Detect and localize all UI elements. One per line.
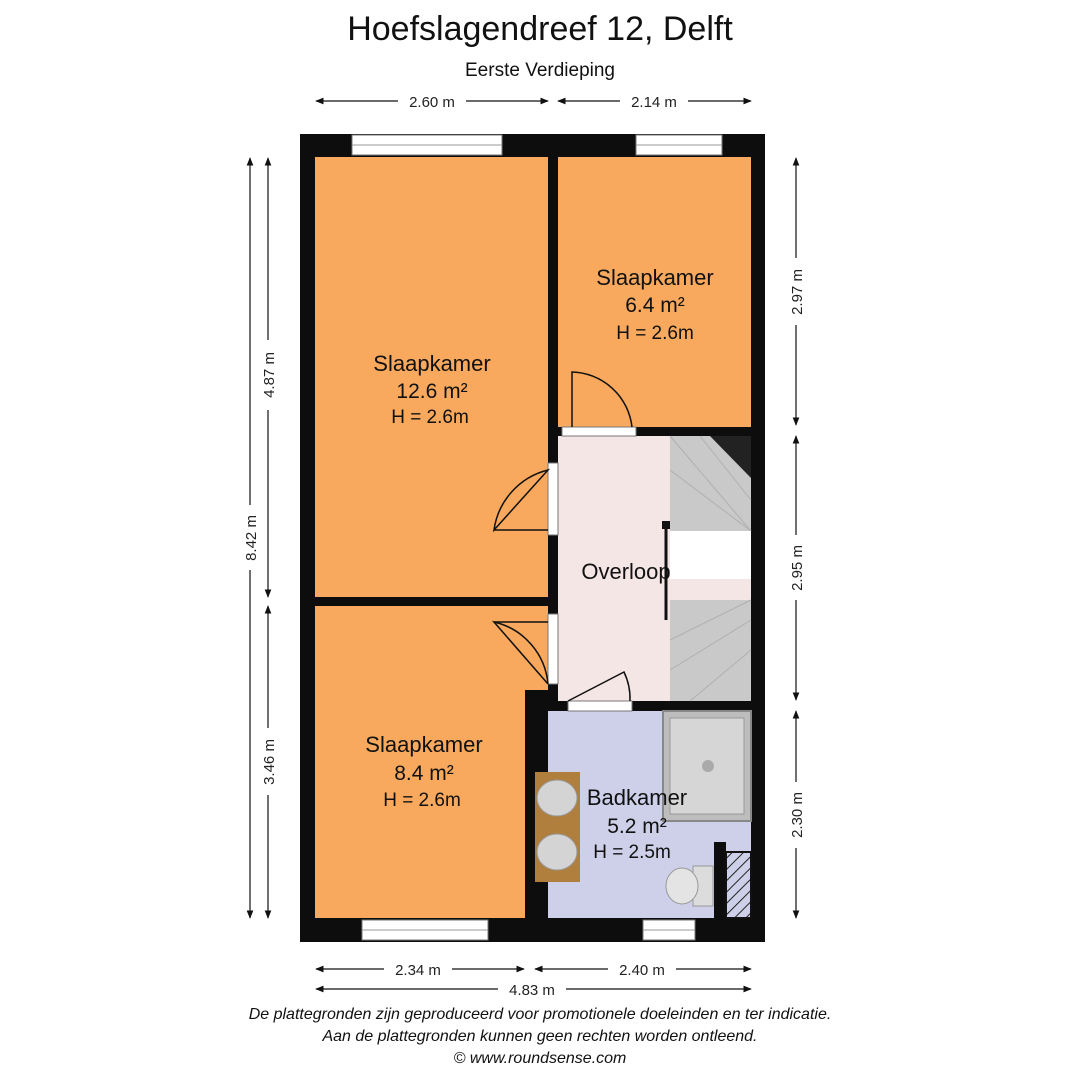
ventilation-shaft	[726, 852, 751, 918]
copyright-line: © www.roundsense.com	[453, 1050, 627, 1067]
dim-right-middle: 2.95 m	[789, 545, 806, 591]
room-height: H = 2.5m	[593, 842, 671, 863]
room-name: Overloop	[581, 559, 671, 584]
room-height: H = 2.6m	[391, 407, 469, 428]
room-height: H = 2.6m	[383, 790, 461, 811]
disclaimer-line-1: De plattegronden zijn geproduceerd voor promotionele doeleinden en ter indicatie.	[248, 1006, 832, 1023]
double-sink	[535, 772, 580, 882]
room-bedroom-small	[558, 157, 751, 427]
dim-top-right: 2.14 m	[631, 94, 677, 111]
dim-bottom-right: 2.40 m	[619, 962, 665, 979]
dim-bottom-total: 4.83 m	[509, 982, 555, 999]
shaft-wall	[714, 842, 726, 918]
staircase	[662, 436, 751, 701]
dim-right-upper: 2.97 m	[789, 269, 806, 315]
floor-subtitle: Eerste Verdieping	[465, 60, 615, 81]
room-name: Badkamer	[586, 785, 688, 810]
room-name: Slaapkamer	[596, 265, 714, 290]
dim-left-lower: 3.46 m	[261, 739, 278, 785]
dim-left-total: 8.42 m	[243, 515, 260, 561]
inner-wall-bath-top	[525, 701, 758, 711]
room-bedroom-large	[315, 157, 548, 597]
dim-left-upper: 4.87 m	[261, 352, 278, 398]
toilet	[666, 866, 713, 906]
room-area: 5.2 m²	[607, 815, 667, 838]
dim-bottom-left: 2.34 m	[395, 962, 441, 979]
room-name: Slaapkamer	[373, 351, 491, 376]
room-name: Slaapkamer	[365, 732, 483, 757]
disclaimer-line-2: Aan de plattegronden kunnen geen rechten worden ontleend.	[322, 1028, 758, 1045]
room-height: H = 2.6m	[616, 323, 694, 344]
dim-right-lower: 2.30 m	[789, 792, 806, 838]
room-area: 8.4 m²	[394, 762, 454, 785]
room-area: 6.4 m²	[625, 294, 685, 317]
room-area: 12.6 m²	[396, 380, 468, 403]
dim-top-left: 2.60 m	[409, 94, 455, 111]
plan-title: Hoefslagendreef 12, Delft	[347, 10, 733, 48]
